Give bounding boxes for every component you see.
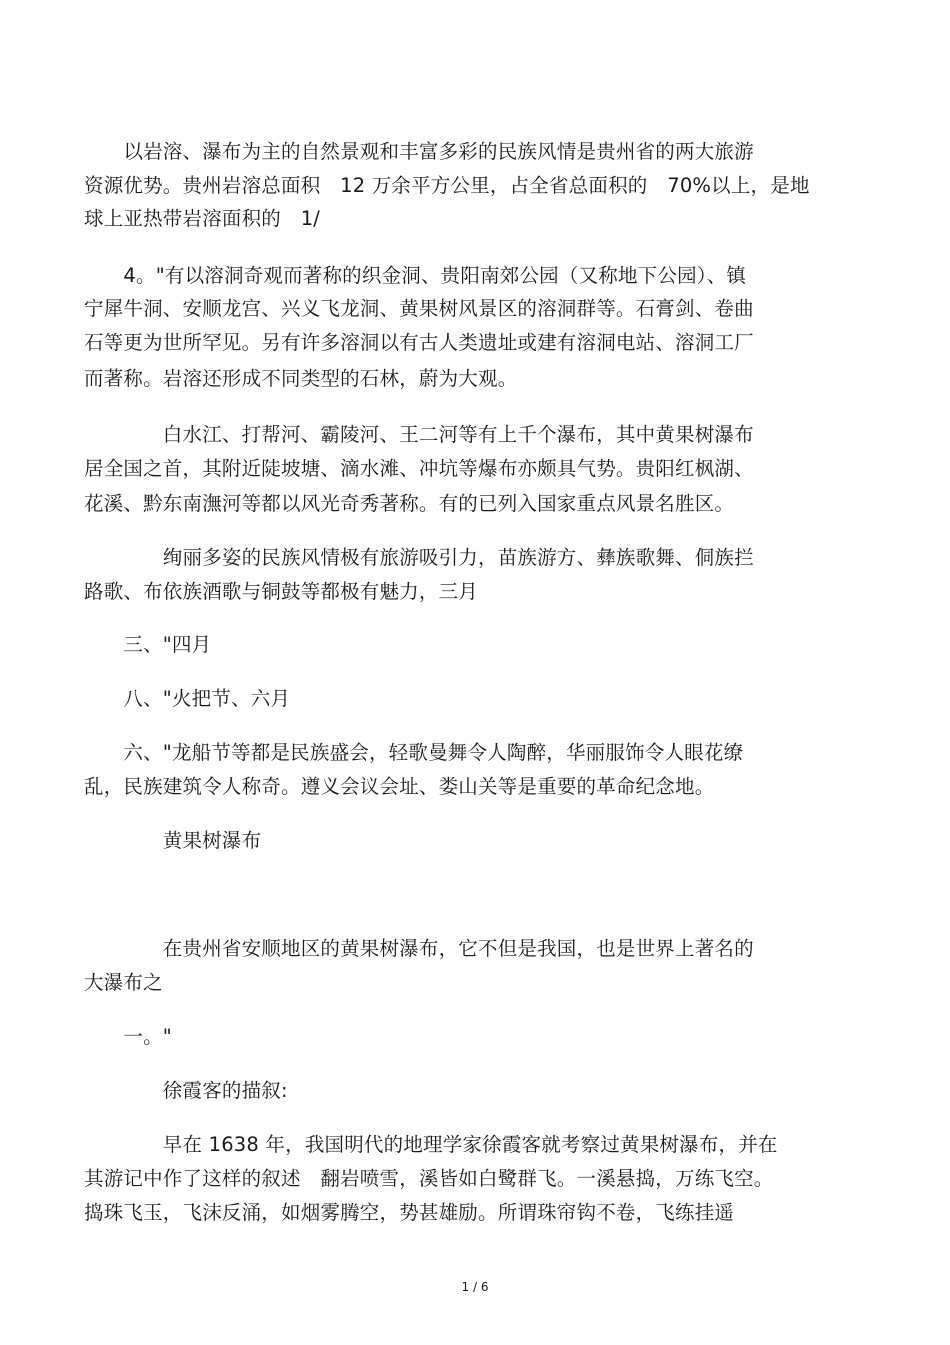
text-line: 其游记中作了这样的叙述 翻岩喷雪，溪皆如白鹭群飞。一溪悬捣，万练飞空。 [84, 1167, 774, 1190]
text-line: 而著称。岩溶还形成不同类型的石林，蔚为大观。 [84, 367, 518, 390]
section-heading: 黄果树瀑布 [84, 829, 262, 852]
text-line: 六、"龙船节等都是民族盛会，轻歌曼舞令人陶醉，华丽服饰令人眼花缭 [84, 741, 744, 764]
text-line: 在贵州省安顺地区的黄果树瀑布，它不但是我国，也是世界上著名的 [84, 937, 754, 960]
text-line: 居全国之首，其附近陡坡塘、滴水滩、冲坑等爆布亦颇具气势。贵阳红枫湖、 [84, 457, 754, 480]
text-line: 资源优势。贵州岩溶总面积 12 万余平方公里，占全省总面积的 70%以上，是地 [84, 174, 810, 197]
text-line: 4。"有以溶洞奇观而著称的织金洞、贵阳南郊公园（又称地下公园）、镇 [84, 264, 747, 287]
text-line: 大瀑布之 [84, 971, 163, 994]
text-line: 徐霞客的描叙: [84, 1079, 288, 1102]
text-line: 一。" [84, 1025, 172, 1048]
text-line: 早在 1638 年，我国明代的地理学家徐霞客就考察过黄果树瀑布，并在 [84, 1133, 778, 1156]
text-line: 以岩溶、瀑布为主的自然景观和丰富多彩的民族风情是贵州省的两大旅游 [84, 140, 754, 163]
text-line: 八、"火把节、六月 [84, 687, 291, 710]
text-line: 球上亚热带岩溶面积的 1/ [84, 207, 321, 230]
text-line: 宁犀牛洞、安顺龙宫、兴义飞龙洞、黄果树风景区的溶洞群等。石膏剑、卷曲 [84, 297, 754, 320]
page-number: 1 / 6 [461, 1280, 489, 1294]
text-line: 绚丽多姿的民族风情极有旅游吸引力，苗族游方、彝族歌舞、侗族拦 [84, 546, 754, 569]
text-line: 白水江、打帮河、霸陵河、王二河等有上千个瀑布，其中黄果树瀑布 [84, 423, 754, 446]
text-line: 石等更为世所罕见。另有许多溶洞以有古人类遗址或建有溶洞电站、溶洞工厂 [84, 331, 754, 354]
text-line: 捣珠飞玉，飞沫反涌，如烟雾腾空，势甚雄励。所谓珠帘钩不卷，飞练挂遥 [84, 1201, 735, 1224]
text-line: 三、"四月 [84, 633, 212, 656]
text-line: 花溪、黔东南潕河等都以风光奇秀著称。有的已列入国家重点风景名胜区。 [84, 492, 735, 515]
text-line: 乱，民族建筑令人称奇。遵义会议会址、娄山关等是重要的革命纪念地。 [84, 775, 715, 798]
text-line: 路歌、布依族酒歌与铜鼓等都极有魅力，三月 [84, 580, 479, 603]
